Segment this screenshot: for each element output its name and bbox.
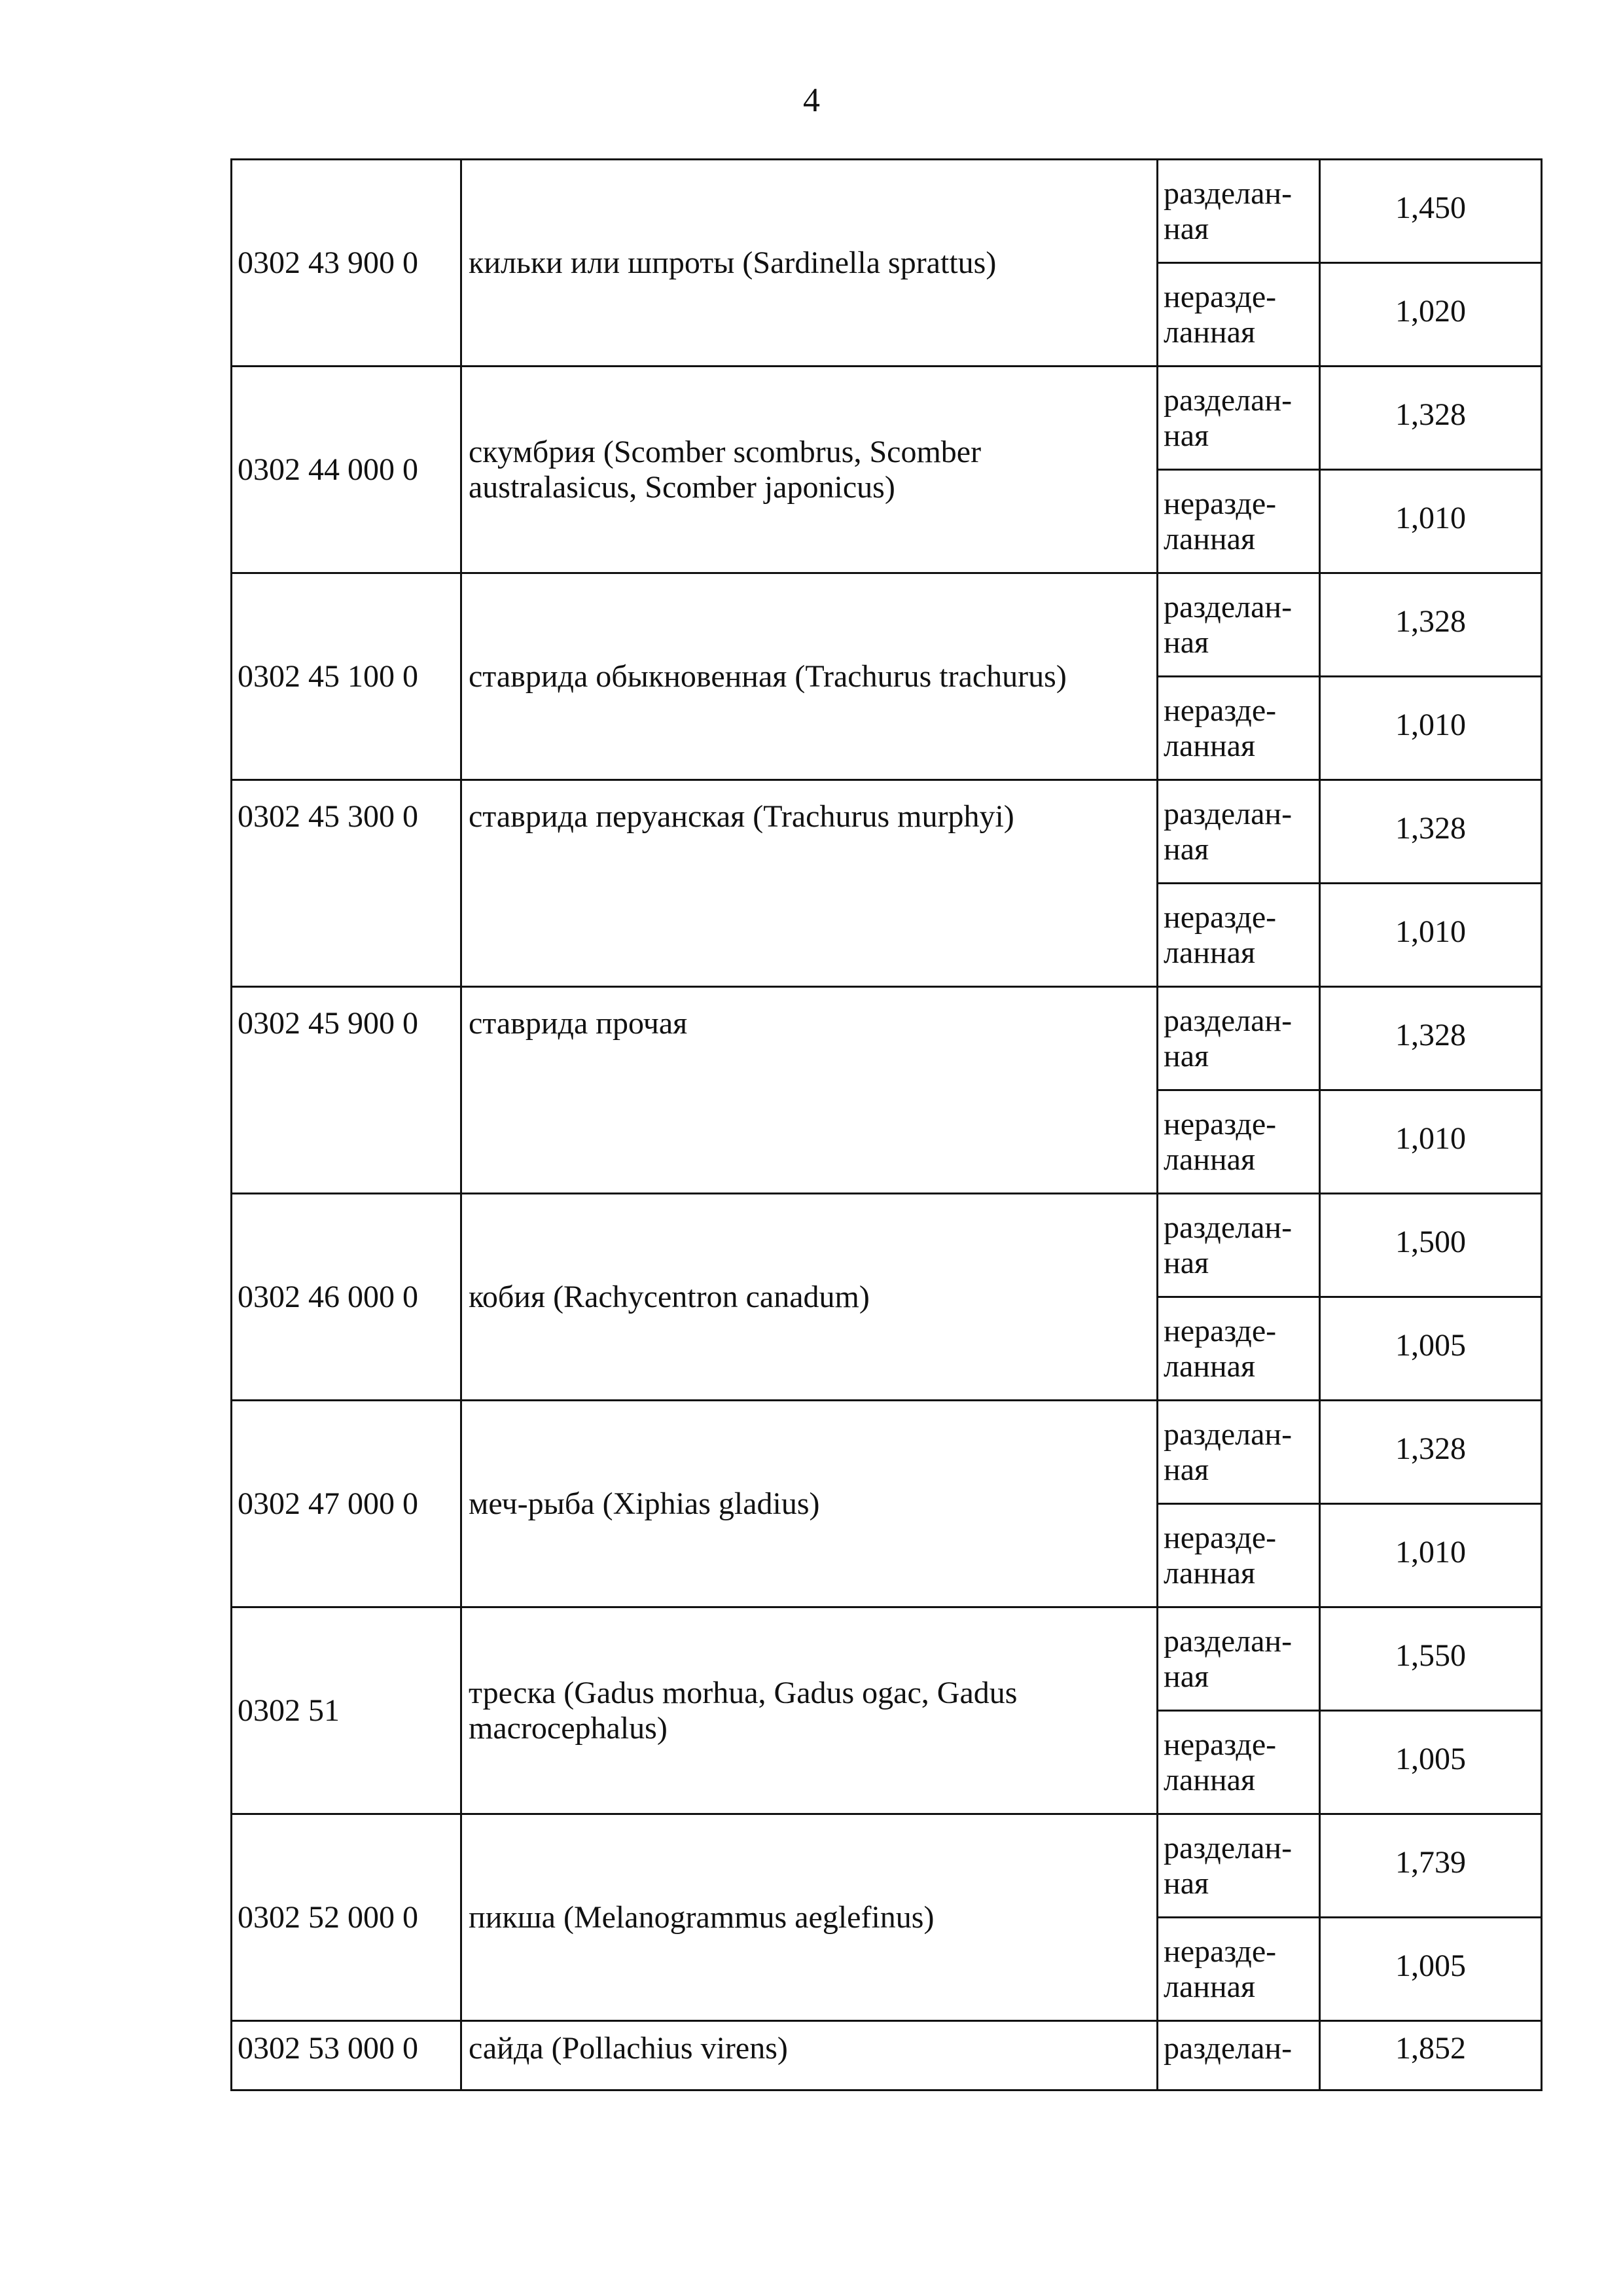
table-row	[232, 573, 1542, 677]
table-row	[232, 1607, 1542, 1711]
page-number: 4	[803, 82, 820, 119]
processing-state-split: разделан- ная	[1158, 780, 1320, 884]
product-name: скумбрия (Scomber scombrus, Scomber australasicus, Scomber japonicus)	[461, 367, 1158, 573]
coefficient-value: 1,005	[1320, 1297, 1542, 1401]
processing-state-unsplit: неразде- ланная	[1158, 1090, 1320, 1194]
product-name: кобия (Rachycentron canadum)	[461, 1194, 1158, 1401]
coefficient-value: 1,328	[1320, 987, 1542, 1090]
table-row	[232, 2021, 1542, 2090]
processing-state-unsplit: неразде- ланная	[1158, 263, 1320, 367]
processing-state-unsplit: неразде- ланная	[1158, 677, 1320, 780]
coefficient-value: 1,500	[1320, 1194, 1542, 1297]
product-code: 0302 45 300 0	[232, 780, 461, 987]
product-code: 0302 53 000 0	[232, 2021, 461, 2090]
processing-state-split: разделан- ная	[1158, 573, 1320, 677]
coefficient-value: 1,328	[1320, 573, 1542, 677]
coefficient-value: 1,450	[1320, 160, 1542, 263]
product-name: меч-рыба (Xiphias gladius)	[461, 1401, 1158, 1607]
product-name: треска (Gadus morhua, Gadus ogac, Gadus macrocephalus)	[461, 1607, 1158, 1814]
product-code: 0302 52 000 0	[232, 1814, 461, 2021]
table-row	[232, 987, 1542, 1090]
coefficient-value: 1,010	[1320, 470, 1542, 573]
coefficient-value: 1,328	[1320, 367, 1542, 470]
product-name: ставрида обыкновенная (Trachurus trachurus)	[461, 573, 1158, 780]
product-code: 0302 44 000 0	[232, 367, 461, 573]
coefficient-value: 1,005	[1320, 1918, 1542, 2021]
product-name: ставрида прочая	[461, 987, 1158, 1194]
processing-state-split: разделан- ная	[1158, 987, 1320, 1090]
processing-state-unsplit: неразде- ланная	[1158, 884, 1320, 987]
coefficient-value: 1,010	[1320, 677, 1542, 780]
processing-state-split: разделан- ная	[1158, 1194, 1320, 1297]
processing-state-split: разделан- ная	[1158, 367, 1320, 470]
coefficient-value: 1,328	[1320, 780, 1542, 884]
product-code: 0302 46 000 0	[232, 1194, 461, 1401]
coefficient-value: 1,328	[1320, 1401, 1542, 1504]
table-row	[232, 160, 1542, 263]
coefficient-value: 1,010	[1320, 1504, 1542, 1607]
product-name: сайда (Pollachius virens)	[461, 2021, 1158, 2090]
product-code: 0302 51	[232, 1607, 461, 1814]
coefficient-value: 1,852	[1320, 2021, 1542, 2090]
product-name: ставрида перуанская (Trachurus murphyi)	[461, 780, 1158, 987]
product-code: 0302 45 900 0	[232, 987, 461, 1194]
coefficient-value: 1,005	[1320, 1711, 1542, 1814]
processing-state-unsplit: неразде- ланная	[1158, 470, 1320, 573]
coefficient-value: 1,020	[1320, 263, 1542, 367]
product-name: пикша (Melanogrammus aeglefinus)	[461, 1814, 1158, 2021]
table-row	[232, 367, 1542, 470]
product-code: 0302 45 100 0	[232, 573, 461, 780]
tariff-coefficient-table	[230, 158, 1543, 2091]
processing-state-split: разделан- ная	[1158, 1814, 1320, 1918]
product-name: кильки или шпроты (Sardinella sprattus)	[461, 160, 1158, 367]
coefficient-value: 1,739	[1320, 1814, 1542, 1918]
table-row	[232, 1814, 1542, 1918]
processing-state-split: разделан- ная	[1158, 1607, 1320, 1711]
coefficient-value: 1,550	[1320, 1607, 1542, 1711]
product-code: 0302 43 900 0	[232, 160, 461, 367]
processing-state-unsplit: неразде- ланная	[1158, 1711, 1320, 1814]
table-row	[232, 780, 1542, 884]
coefficient-value: 1,010	[1320, 1090, 1542, 1194]
processing-state-unsplit: неразде- ланная	[1158, 1918, 1320, 2021]
coefficient-value: 1,010	[1320, 884, 1542, 987]
table-row	[232, 1194, 1542, 1297]
processing-state-split: разделан- ная	[1158, 160, 1320, 263]
processing-state-split: разделан- ная	[1158, 1401, 1320, 1504]
table-row	[232, 1401, 1542, 1504]
processing-state-unsplit: неразде- ланная	[1158, 1504, 1320, 1607]
processing-state-split: разделан-	[1158, 2021, 1320, 2090]
product-code: 0302 47 000 0	[232, 1401, 461, 1607]
processing-state-unsplit: неразде- ланная	[1158, 1297, 1320, 1401]
